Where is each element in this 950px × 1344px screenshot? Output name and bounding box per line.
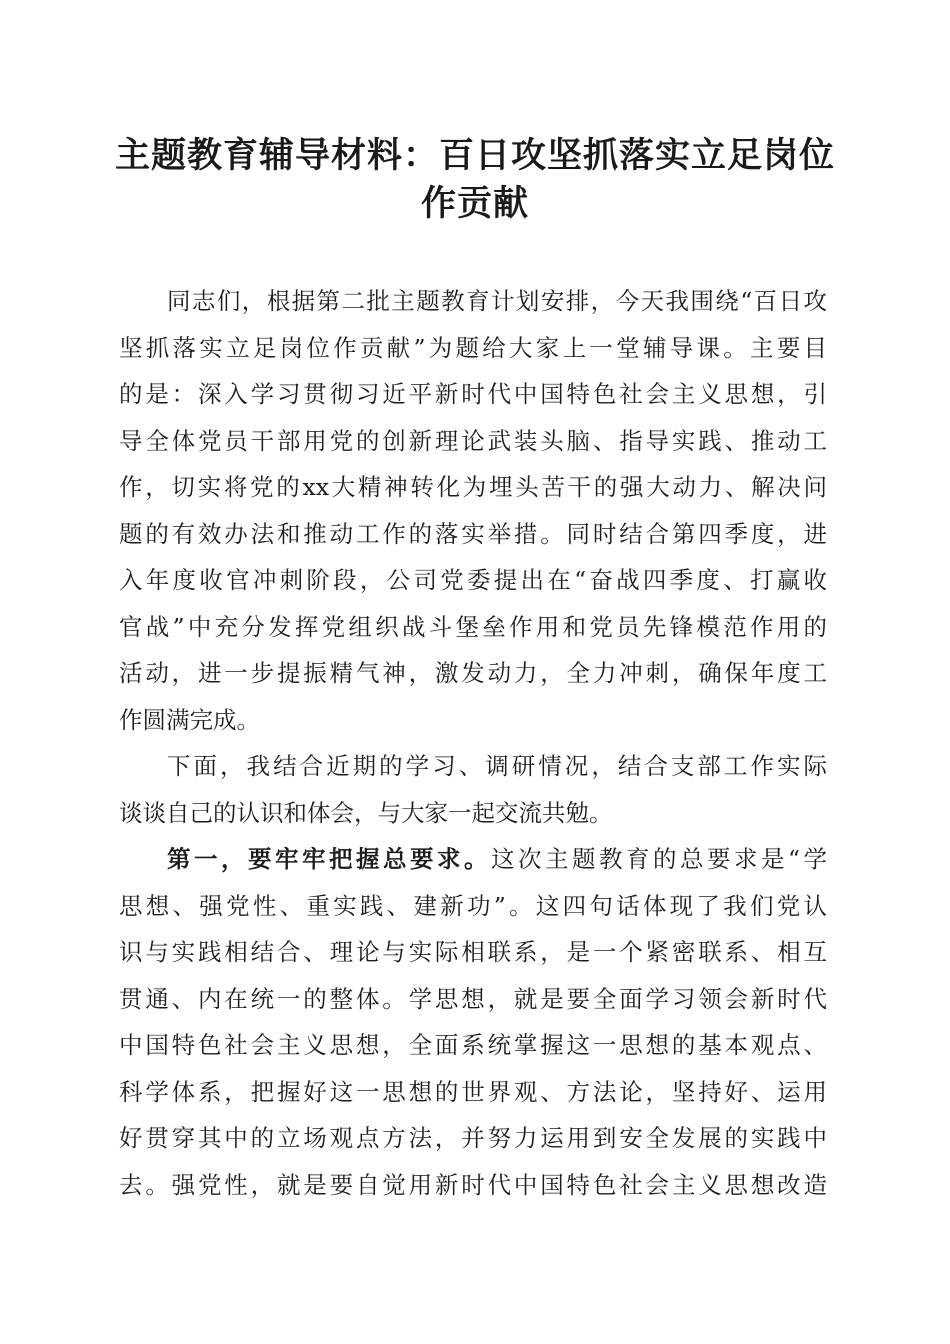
text-line: 好贯穿其中的立场观点方法，并努力运用到安全发展的实践中	[119, 1124, 827, 1152]
text-line: 题的有效办法和推动工作的落实举措。同时结合第四季度，进	[119, 519, 827, 548]
text-line: 作圆满完成。	[119, 705, 260, 734]
text-line: 官战”中充分发挥党组织战斗堡垒作用和党员先锋模范作用的	[119, 612, 827, 641]
text-line: 中国特色社会主义思想，全面系统掌握这一思想的基本观点、	[119, 1031, 827, 1059]
text-line: 入年度收官冲刺阶段，公司党委提出在“奋战四季度、打赢收	[119, 566, 827, 594]
title-line-2: 作贡献	[420, 183, 529, 224]
text-line: 贯通、内在统一的整体。学思想，就是要全面学习领会新时代	[119, 984, 827, 1013]
paragraph-intro	[119, 278, 827, 743]
text-line: 识与实践相结合、理论与实际相联系，是一个紧密联系、相互	[119, 938, 827, 966]
document-body	[119, 278, 827, 1208]
point-text: 这次主题教育的总要求是“学	[491, 845, 828, 873]
text-line: 思想、强党性、重实践、建新功”。这四句话体现了我们党认	[119, 891, 827, 920]
text-line: 的是：深入学习贯彻习近平新时代中国特色社会主义思想，引	[119, 380, 827, 408]
text-line: 去。强党性，就是要自觉用新时代中国特色社会主义思想改造	[119, 1170, 827, 1199]
text-line: 导全体党员干部用党的创新理论武装头脑、指导实践、推动工	[119, 426, 827, 455]
paragraph-transition	[119, 743, 827, 836]
text-line: 作，切实将党的xx大精神转化为埋头苦干的强大动力、解决问	[119, 473, 827, 501]
text-line-with-heading	[119, 836, 827, 883]
text-line: 坚抓落实立足岗位作贡献”为题给大家上一堂辅导课。主要目	[119, 333, 827, 362]
point-heading: 第一，要牢牢把握总要求。	[167, 845, 491, 873]
text-line: 活动，进一步提振精气神，激发动力，全力冲刺，确保年度工	[119, 659, 827, 687]
text-line: 科学体系，把握好这一思想的世界观、方法论，坚持好、运用	[119, 1077, 827, 1106]
text-line: 同志们，根据第二批主题教育计划安排，今天我围绕“百日攻	[167, 287, 827, 315]
text-line: 下面，我结合近期的学习、调研情况，结合支部工作实际	[167, 752, 827, 780]
document-title	[110, 132, 840, 228]
text-line: 谈谈自己的认识和体会，与大家一起交流共勉。	[119, 798, 613, 827]
paragraph-first-point	[119, 836, 827, 1208]
title-line-1: 主题教育辅导材料：百日攻坚抓落实立足岗位	[114, 135, 835, 176]
